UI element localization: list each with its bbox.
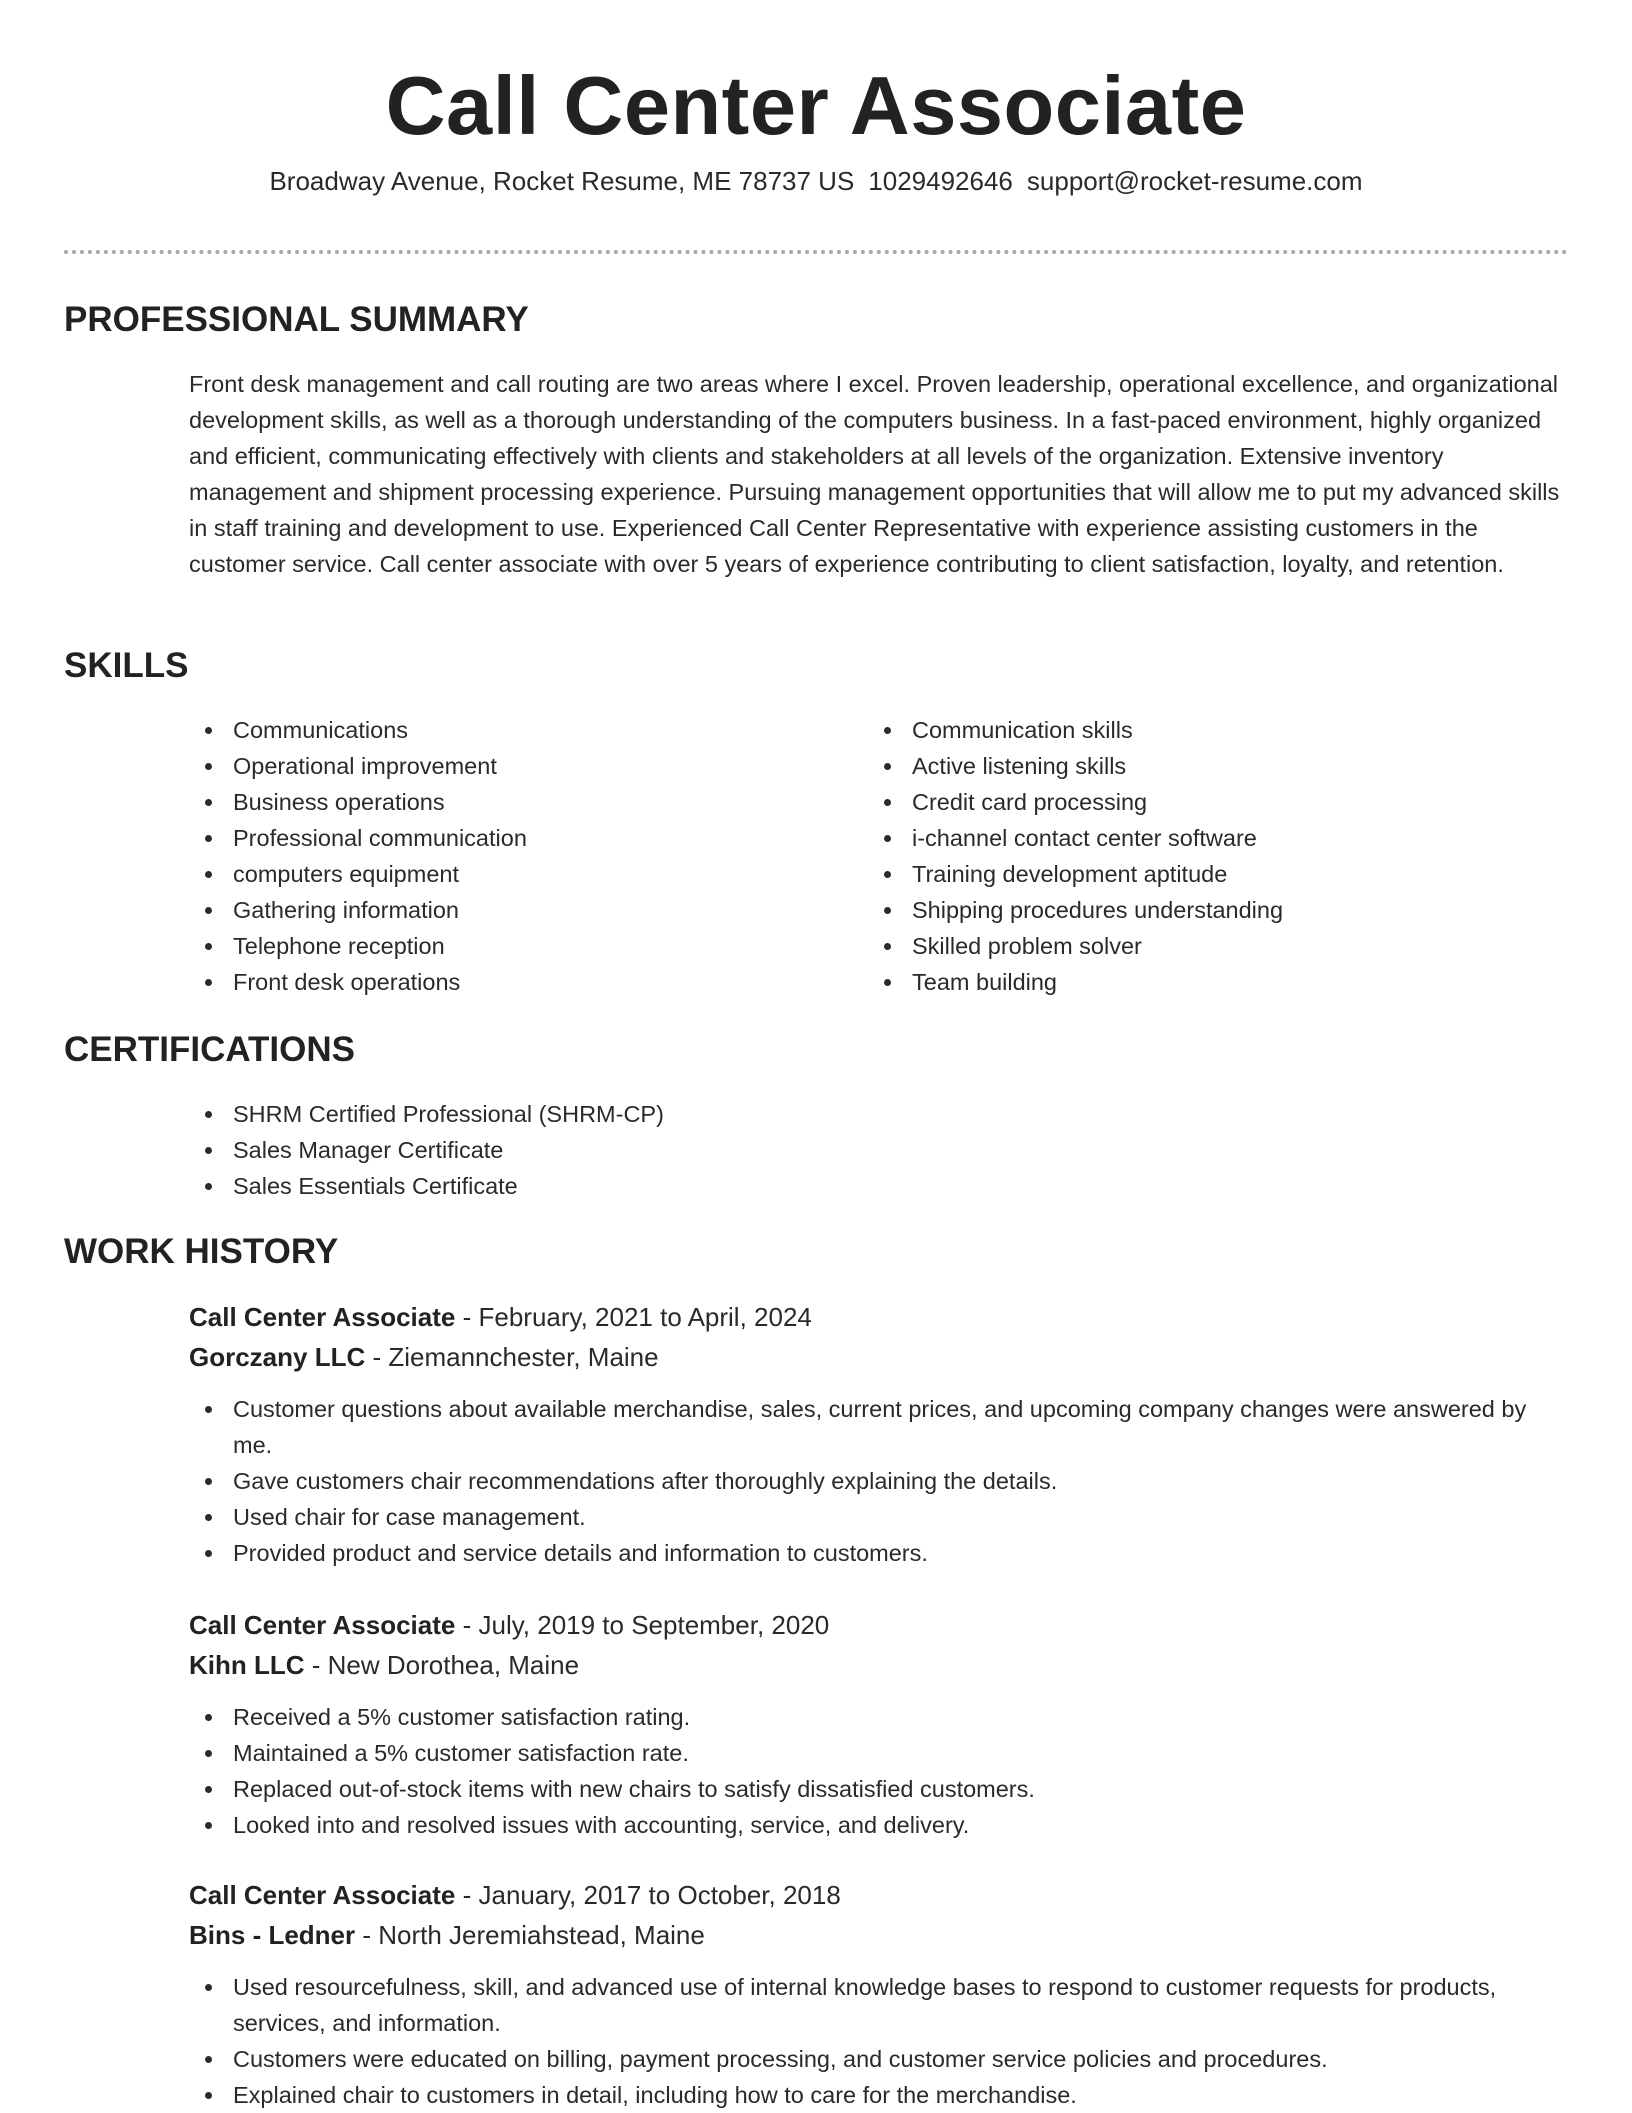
skill-item: Gathering information xyxy=(189,892,809,928)
job-title-line xyxy=(189,1608,829,1642)
skill-item: Professional communication xyxy=(189,820,809,856)
job-location: - Ziemannchester, Maine xyxy=(365,1342,659,1372)
skills-list-right xyxy=(868,712,1568,1000)
job-bullet: Provided product and service details and information to customers. xyxy=(189,1535,1569,1571)
job-company-line xyxy=(189,1340,659,1374)
skills-heading: SKILLS xyxy=(64,646,189,685)
job-dates: - January, 2017 to October, 2018 xyxy=(455,1880,841,1910)
skill-item: Team building xyxy=(868,964,1568,1000)
job-bullet: Customer questions about available merchandise, sales, current prices, and upcoming company changes were answered by me. xyxy=(189,1391,1569,1463)
skill-item: Communications xyxy=(189,712,809,748)
job-company: Bins - Ledner xyxy=(189,1920,356,1950)
work-history-heading: WORK HISTORY xyxy=(64,1232,339,1271)
skill-item: Operational improvement xyxy=(189,748,809,784)
job-company-line xyxy=(189,1918,705,1952)
candidate-name: Call Center Associate xyxy=(385,59,1247,152)
job-title-line xyxy=(189,1878,841,1912)
job-location: - New Dorothea, Maine xyxy=(304,1650,580,1680)
job-bullet: Explained chair to customers in detail, including how to care for the merchandise. xyxy=(189,2077,1569,2113)
job-title: Call Center Associate xyxy=(189,1302,456,1332)
skill-item: Active listening skills xyxy=(868,748,1568,784)
job-company: Kihn LLC xyxy=(189,1650,305,1680)
skill-item: Shipping procedures understanding xyxy=(868,892,1568,928)
certification-item: SHRM Certified Professional (SHRM-CP) xyxy=(189,1096,1569,1132)
job-bullets xyxy=(189,1699,1569,1843)
job-company-line xyxy=(189,1648,579,1682)
job-bullets xyxy=(189,1969,1569,2113)
job-company: Gorczany LLC xyxy=(189,1342,366,1372)
job-title-line xyxy=(189,1300,812,1334)
summary-text: Front desk management and call routing are two areas where I excel. Proven leadership, operational excellence, and organizational development skills, as well as a thorough understanding of the computers business. In a fast-paced environment, highly organized and efficient, communicating effectively with clients and stakeholders at all levels of the organization. Extensive inventory management and shipment processing experience. Pursuing management opportunities that will allow me to put my advanced skills in staff training and development to use. Experienced Call Center Representative with experience assisting customers in the customer service. Call center associate with over 5 years of experience contributing to client satisfaction, loyalty, and retention. xyxy=(189,371,1560,577)
job-bullet: Used chair for case management. xyxy=(189,1499,1569,1535)
contact-phone: 1029492646 xyxy=(868,166,1013,196)
job-bullet: Received a 5% customer satisfaction rating. xyxy=(189,1699,1569,1735)
job-location: - North Jeremiahstead, Maine xyxy=(355,1920,705,1950)
header-divider xyxy=(64,250,1568,254)
skills-list-left xyxy=(189,712,809,1000)
job-bullet: Replaced out-of-stock items with new chairs to satisfy dissatisfied customers. xyxy=(189,1771,1569,1807)
job-bullet: Gave customers chair recommendations after thoroughly explaining the details. xyxy=(189,1463,1569,1499)
job-bullet: Used resourcefulness, skill, and advanced use of internal knowledge bases to respond to customer requests for products, services, and information. xyxy=(189,1969,1569,2041)
certification-item: Sales Essentials Certificate xyxy=(189,1168,1569,1204)
job-bullet: Looked into and resolved issues with accounting, service, and delivery. xyxy=(189,1807,1569,1843)
job-title: Call Center Associate xyxy=(189,1880,456,1910)
job-bullets xyxy=(189,1391,1569,1571)
contact-line xyxy=(0,164,1632,198)
job-title: Call Center Associate xyxy=(189,1610,456,1640)
certifications-list xyxy=(189,1096,1569,1204)
certifications-heading: CERTIFICATIONS xyxy=(64,1030,356,1069)
job-bullet: Customers were educated on billing, payment processing, and customer service policies and procedures. xyxy=(189,2041,1569,2077)
skill-item: Training development aptitude xyxy=(868,856,1568,892)
skill-item: Telephone reception xyxy=(189,928,809,964)
skill-item: Business operations xyxy=(189,784,809,820)
skill-item: Front desk operations xyxy=(189,964,809,1000)
skill-item: Credit card processing xyxy=(868,784,1568,820)
contact-address: Broadway Avenue, Rocket Resume, ME 78737 US xyxy=(269,166,855,196)
summary-heading: PROFESSIONAL SUMMARY xyxy=(64,300,529,339)
job-dates: - February, 2021 to April, 2024 xyxy=(455,1302,812,1332)
certification-item: Sales Manager Certificate xyxy=(189,1132,1569,1168)
skill-item: i-channel contact center software xyxy=(868,820,1568,856)
skill-item: computers equipment xyxy=(189,856,809,892)
skill-item: Skilled problem solver xyxy=(868,928,1568,964)
contact-email[interactable]: support@rocket-resume.com xyxy=(1026,166,1363,196)
skill-item: Communication skills xyxy=(868,712,1568,748)
job-dates: - July, 2019 to September, 2020 xyxy=(455,1610,830,1640)
job-bullet: Maintained a 5% customer satisfaction rate. xyxy=(189,1735,1569,1771)
